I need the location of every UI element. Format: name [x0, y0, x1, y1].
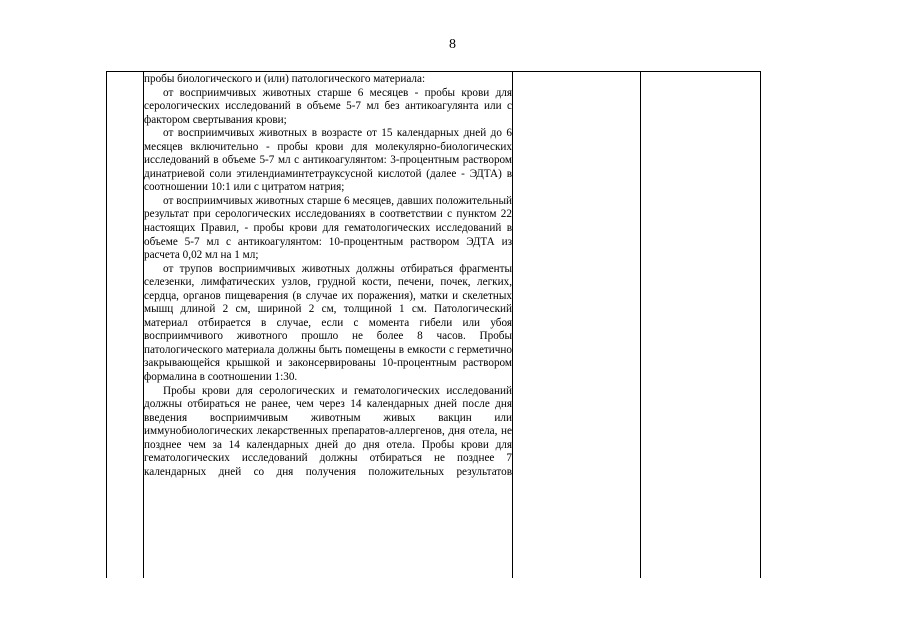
paragraph-intro: пробы биологического и (или) патологического материала: — [144, 73, 426, 85]
table-cell-content — [144, 73, 512, 479]
table-column-divider-3 — [640, 72, 641, 578]
table-column-divider-2 — [512, 72, 513, 578]
paragraph-blood-sampling-timing: Пробы крови для серологических и гематологических исследований должны отбираться не ранее, чем через 14 календарных дней после дня введения восприимчивым животным живых вакцин или иммунобиологических лекарственных препаратов-аллергенов, дня отела, не позднее чем за 14 календарных дней до дня отела. Пробы крови для гематологических исследований должны отбираться не позднее 7 календарных дней со дня получения положительных результатов — [144, 384, 512, 478]
paragraph-older-animals: от восприимчивых животных старше 6 месяцев - пробы крови для серологических исследований в объеме 5-7 мл без антикоагулянта или с фактором свертывания крови; — [144, 86, 512, 126]
page-number: 8 — [449, 37, 456, 52]
paragraph-young-animals: от восприимчивых животных в возрасте от 15 календарных дней до 6 месяцев включительно - пробы крови для молекулярно-биологических исследований в объеме 5-7 мл с антикоагулянтом: 3-процентным раствором динатриевой соли этилендиаминтетрауксусной кислотой (далее - ЭДТА) в соотношении 10:1 или с цитратом натрия; — [144, 127, 512, 194]
paragraph-positive-animals: от восприимчивых животных старше 6 месяцев, давших положительный результат при серологических исследованиях в соответствии с пунктом 22 настоящих Правил, - пробы крови для гематологических исследований в объеме 5-7 мл с антикоагулянтом: 10-процентным раствором ЭДТА из расчета 0,02 мл на 1 мл; — [144, 194, 512, 262]
paragraph-carcasses: от трупов восприимчивых животных должны отбираться фрагменты селезенки, лимфатических узлов, грудной кости, печени, почек, легких, сердца, органов пищеварения (в случае их поражения), матки и скелетных мышц длиной 2 см, шириной 2 см, толщиной 1 см. Патологический материал отбирается в случае, если с момента гибели или убоя восприимчивого животного прошло не более 8 часов. Пробы патологического материала должны быть помещены в емкости с герметично закрывающейся крышкой и законсервированы 10-процентным раствором формалина в соотношении 1:30. — [144, 262, 512, 384]
document-table — [106, 71, 761, 578]
